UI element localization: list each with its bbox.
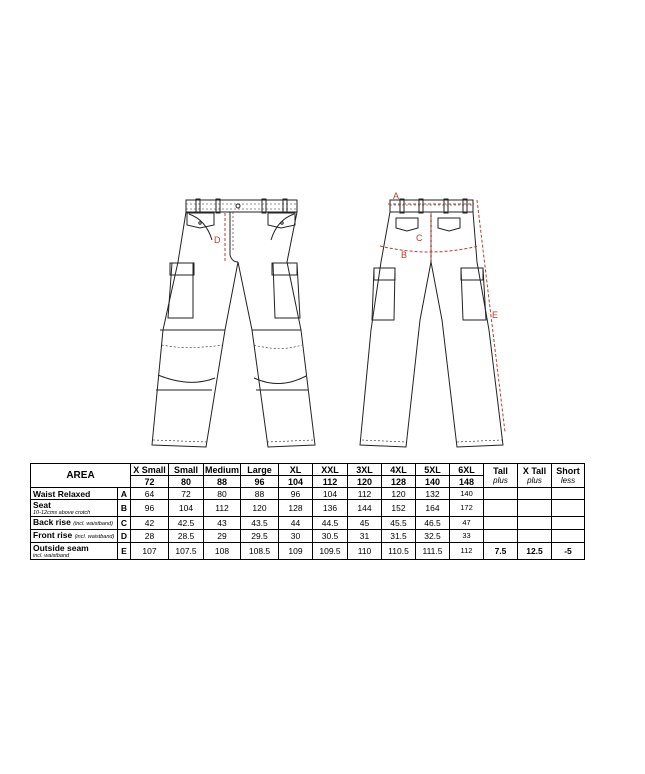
- table-row: [31, 517, 585, 530]
- label-d: D: [214, 235, 221, 245]
- row-letter: C: [118, 517, 131, 530]
- cell: 107.5: [169, 543, 204, 560]
- size-code: 104: [279, 476, 313, 488]
- row-note: (incl. waistband): [73, 521, 113, 527]
- cell: 96: [131, 500, 169, 517]
- cell: 132: [416, 488, 450, 500]
- label-e: E: [492, 310, 499, 320]
- cell: 128: [279, 500, 313, 517]
- size-header: 5XL: [416, 464, 450, 476]
- area-header: AREA: [31, 464, 131, 488]
- front-rise-measure: [214, 213, 225, 262]
- cell: 47: [450, 517, 484, 530]
- cell: 46.5: [416, 517, 450, 530]
- size-code: 96: [241, 476, 279, 488]
- cell: 30: [279, 530, 313, 543]
- extra-cell: [518, 488, 552, 500]
- cell: 31.5: [382, 530, 416, 543]
- table-row: [31, 500, 585, 517]
- cell: 43.5: [241, 517, 279, 530]
- cell: 109: [279, 543, 313, 560]
- label-a: A: [393, 191, 400, 201]
- cell: 64: [131, 488, 169, 500]
- size-code: 72: [131, 476, 169, 488]
- extra-name: X Tall: [522, 465, 547, 476]
- cell: 164: [416, 500, 450, 517]
- row-name: [31, 488, 118, 500]
- size-code: 80: [169, 476, 204, 488]
- size-header: 4XL: [382, 464, 416, 476]
- cell: 110: [348, 543, 382, 560]
- cell: 112: [204, 500, 241, 517]
- row-note: (incl. waistband): [74, 534, 115, 540]
- row-note: incl. waistband: [33, 553, 70, 559]
- cell: 107: [131, 543, 169, 560]
- cell: 109.5: [313, 543, 348, 560]
- extra-cell: -5: [552, 543, 585, 560]
- table-row: [31, 530, 585, 543]
- header-row: [31, 464, 585, 476]
- size-code: 112: [313, 476, 348, 488]
- cell: 110.5: [382, 543, 416, 560]
- row-title: Waist Relaxed: [33, 488, 91, 499]
- cell: 144: [348, 500, 382, 517]
- extra-cell: [552, 530, 585, 543]
- row-name: [31, 500, 118, 517]
- row-title: Seat: [33, 500, 51, 510]
- extra-name: Tall: [493, 465, 508, 476]
- cell: 104: [169, 500, 204, 517]
- cell: 152: [382, 500, 416, 517]
- extra-cell: [518, 517, 552, 530]
- extra-cell: [552, 517, 585, 530]
- cell: 43: [204, 517, 241, 530]
- label-c: C: [416, 233, 423, 243]
- row-note: 10-12cms above crotch: [33, 510, 91, 516]
- size-header: XXL: [313, 464, 348, 476]
- size-header: Medium: [204, 464, 239, 475]
- cell: 120: [241, 500, 279, 517]
- cell: 30.5: [313, 530, 348, 543]
- size-code: 128: [382, 476, 416, 488]
- extra-name: Short: [556, 465, 580, 476]
- size-header: Small: [169, 464, 204, 476]
- cell: 112: [450, 543, 484, 560]
- size-code: 140: [416, 476, 450, 488]
- extra-cell: [552, 488, 585, 500]
- cell: 29.5: [241, 530, 279, 543]
- cell: 172: [450, 500, 484, 517]
- cell: 111.5: [416, 543, 450, 560]
- extra-cell: [518, 530, 552, 543]
- cell: 120: [382, 488, 416, 500]
- extra-cell: [484, 530, 518, 543]
- cell: 31: [348, 530, 382, 543]
- cell: 33: [450, 530, 484, 543]
- label-b: B: [401, 250, 408, 260]
- row-letter: E: [118, 543, 131, 560]
- size-header: X Small: [131, 464, 169, 476]
- front-view-pants: [152, 199, 315, 447]
- size-code: 88: [204, 476, 241, 488]
- row-title: Back rise: [33, 517, 71, 527]
- size-header: 3XL: [348, 464, 382, 476]
- row-letter: D: [118, 530, 131, 543]
- extra-header: [518, 464, 552, 488]
- cell: 28: [131, 530, 169, 543]
- cell: 112: [348, 488, 382, 500]
- cell: 29: [204, 530, 241, 543]
- row-name: [31, 530, 118, 543]
- row-letter: A: [118, 488, 131, 500]
- extra-cell: 12.5: [518, 543, 552, 560]
- table-row: [31, 488, 585, 500]
- extra-cell: [484, 500, 518, 517]
- cell: 28.5: [169, 530, 204, 543]
- cell: 45: [348, 517, 382, 530]
- cell: 44: [279, 517, 313, 530]
- cell: 108.5: [241, 543, 279, 560]
- cell: 140: [450, 488, 484, 500]
- extra-header: [484, 464, 518, 488]
- extra-cell: 7.5: [484, 543, 518, 560]
- cell: 88: [241, 488, 279, 500]
- table-row: [31, 543, 585, 560]
- cell: 136: [313, 500, 348, 517]
- cell: 42.5: [169, 517, 204, 530]
- size-header: 6XL: [450, 464, 484, 476]
- row-title: Outside seam: [33, 543, 89, 553]
- cell: 32.5: [416, 530, 450, 543]
- size-header: XL: [279, 464, 313, 476]
- cell: 96: [279, 488, 313, 500]
- extra-sub: plus: [527, 475, 542, 485]
- cell: 42: [131, 517, 169, 530]
- size-code: 120: [348, 476, 382, 488]
- extra-cell: [518, 500, 552, 517]
- size-header: Large: [241, 464, 279, 476]
- extra-sub: plus: [493, 475, 508, 485]
- cell: 45.5: [382, 517, 416, 530]
- cell: 44.5: [313, 517, 348, 530]
- extra-cell: [484, 488, 518, 500]
- extra-cell: [484, 517, 518, 530]
- row-name: [31, 517, 118, 530]
- row-title: Front rise: [33, 530, 73, 540]
- extra-sub: less: [560, 475, 576, 485]
- size-chart-table: [30, 463, 585, 560]
- size-code: 148: [450, 476, 484, 488]
- cell: 104: [313, 488, 348, 500]
- extra-cell: [552, 500, 585, 517]
- row-name: [31, 543, 118, 560]
- row-letter: B: [118, 500, 131, 517]
- back-view-letters: [393, 191, 498, 320]
- cell: 72: [169, 488, 204, 500]
- cell: 108: [204, 543, 241, 560]
- extra-header: [552, 464, 585, 488]
- cell: 80: [204, 488, 241, 500]
